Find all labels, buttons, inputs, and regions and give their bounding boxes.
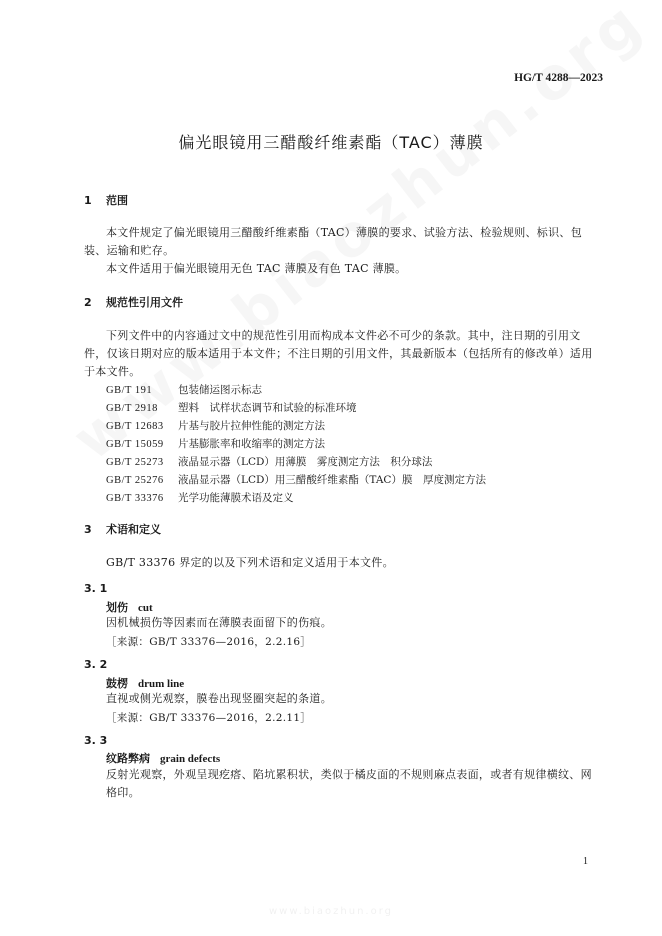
term-number: 3. 1 (84, 582, 108, 595)
term-heading (106, 599, 153, 615)
term-heading (106, 675, 184, 691)
section-heading-scope (84, 192, 128, 208)
reference-title: 塑料 试样状态调节和试验的标准环境 (178, 402, 357, 414)
footer-watermark: www.biaozhun.org (268, 906, 393, 917)
reference-title: 包装储运图示标志 (178, 384, 262, 396)
term-en: drum line (138, 678, 185, 690)
section-number: 3 (84, 523, 92, 536)
standard-code: HG/T 4288—2023 (514, 72, 603, 84)
terms-intro: GB/T 33376 界定的以及下列术语和定义适用于本文件。 (106, 556, 394, 569)
term-source: ［来源：GB/T 33376—2016，2.2.11］ (106, 712, 312, 724)
section-heading-terms (84, 521, 161, 537)
reference-item (106, 490, 294, 505)
reference-title: 液晶显示器（LCD）用薄膜 雾度测定方法 积分球法 (178, 456, 433, 468)
reference-item (106, 454, 432, 469)
term-heading (106, 750, 220, 766)
section-number: 2 (84, 296, 92, 309)
term-en: grain defects (160, 753, 221, 765)
term-zh: 划伤 (106, 601, 128, 614)
term-zh: 鼓楞 (106, 677, 128, 690)
term-definition: 因机械损伤等因素而在薄膜表面留下的伤痕。 (106, 616, 332, 629)
reference-title: 液晶显示器（LCD）用三醋酸纤维素酯（TAC）膜 厚度测定方法 (178, 474, 486, 486)
term-zh: 纹路弊病 (106, 752, 150, 765)
reference-code: GB/T 25273 (106, 457, 164, 468)
term-number: 3. 3 (84, 734, 108, 747)
reference-item (106, 400, 357, 415)
reference-code: GB/T 2918 (106, 403, 158, 414)
reference-code: GB/T 12683 (106, 421, 164, 432)
term-definition: 直视或侧光观察，膜卷出现竖圈突起的条道。 (106, 692, 332, 705)
reference-title: 片基膨胀率和收缩率的测定方法 (178, 438, 325, 450)
reference-code: GB/T 25276 (106, 475, 164, 486)
scope-paragraph-2: 本文件适用于偏光眼镜用无色 TAC 薄膜及有色 TAC 薄膜。 (106, 262, 407, 275)
reference-item (106, 382, 262, 397)
reference-item (106, 472, 486, 487)
reference-item (106, 418, 325, 433)
section-title: 术语和定义 (106, 523, 161, 536)
refs-intro: 下列文件中的内容通过文中的规范性引用而构成本文件必不可少的条款。其中，注日期的引用文件，仅该日期对应的版本适用于本文件；不注日期的引用文件，其最新版本（包括所有的修改单）适用于本文件。 (84, 329, 593, 378)
section-title: 规范性引用文件 (106, 296, 183, 309)
scope-paragraph-1: 本文件规定了偏光眼镜用三醋酸纤维素酯（TAC）薄膜的要求、试验方法、检验规则、标识、包装、运输和贮存。 (84, 226, 582, 257)
term-source: ［来源：GB/T 33376—2016，2.2.16］ (106, 636, 312, 648)
reference-code: GB/T 33376 (106, 493, 164, 504)
term-en: cut (138, 602, 153, 614)
section-heading-refs (84, 294, 183, 310)
reference-title: 光学功能薄膜术语及定义 (178, 492, 294, 504)
reference-item (106, 436, 325, 451)
section-number: 1 (84, 194, 92, 207)
section-title: 范围 (106, 194, 128, 207)
reference-code: GB/T 191 (106, 385, 153, 396)
term-definition: 反射光观察，外观呈现疙瘩、陷坑累积状，类似于橘皮面的不规则麻点表面，或者有规律横纹、网格印。 (106, 768, 592, 799)
reference-title: 片基与胶片拉伸性能的测定方法 (178, 420, 325, 432)
reference-code: GB/T 15059 (106, 439, 164, 450)
document-title: 偏光眼镜用三醋酸纤维素酯（TAC）薄膜 (178, 133, 484, 152)
term-number: 3. 2 (84, 658, 108, 671)
page-number: 1 (583, 856, 588, 867)
